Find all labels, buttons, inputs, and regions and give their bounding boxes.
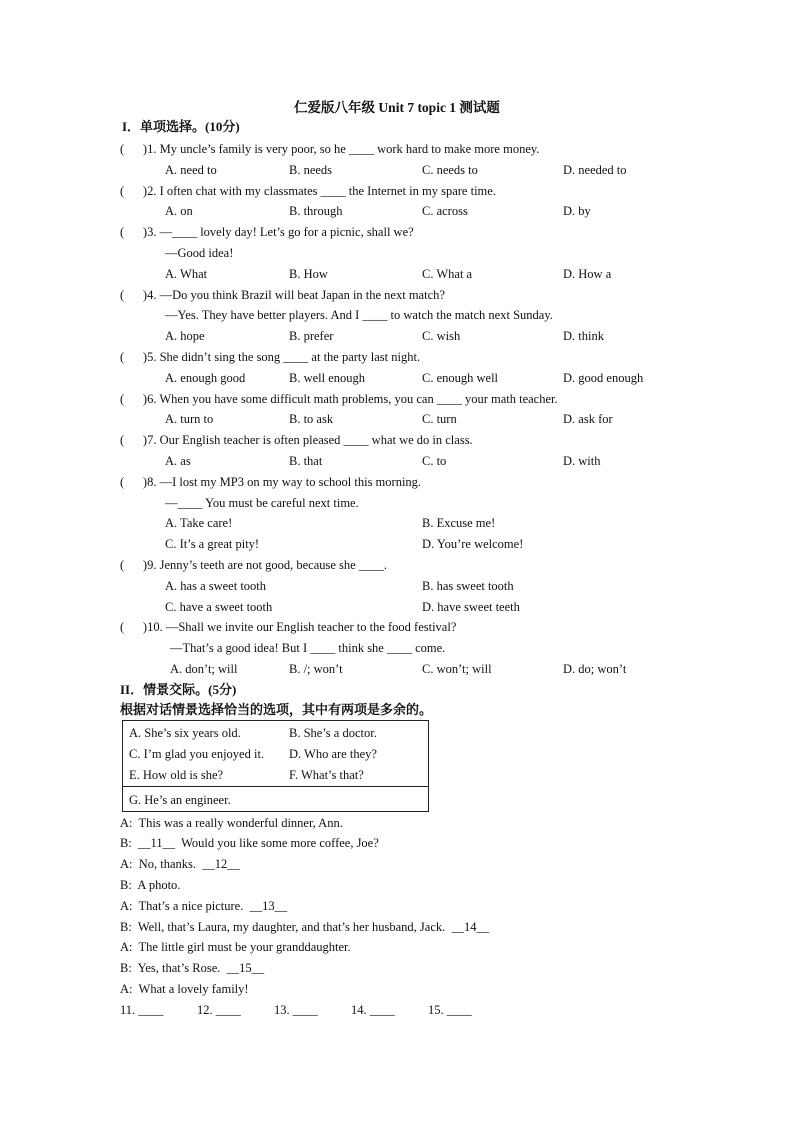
q4-option-d: D. think: [563, 329, 604, 343]
dialogue-line: A: No, thanks. __12__: [120, 857, 240, 871]
question-3-stem: ( )3. —____ lovely day! Let’s go for a picnic, shall we?: [120, 225, 414, 239]
q8-option-a: A. Take care!: [165, 516, 233, 530]
q9-option-c: C. have a sweet tooth: [165, 600, 273, 614]
q10-option-a: A. don’t; will: [170, 662, 238, 676]
q6-option-a: A. turn to: [165, 412, 214, 426]
q5-option-c: C. enough well: [422, 371, 499, 385]
q4-option-a: A. hope: [165, 329, 205, 343]
q1-option-c: C. needs to: [422, 163, 478, 177]
question-8-stem: ( )8. —I lost my MP3 on my way to school this morning.: [120, 475, 422, 489]
question-1-stem: ( )1. My uncle’s family is very poor, so he ____ work hard to make more money.: [120, 142, 540, 156]
dialogue-line: B: Well, that’s Laura, my daughter, and that’s her husband, Jack. __14__: [120, 920, 490, 934]
q9-option-a: A. has a sweet tooth: [165, 579, 267, 593]
choice-b: B. She’s a doctor.: [289, 726, 377, 740]
question-10-line2: —That’s a good idea! But I ____ think she ____ come.: [170, 641, 446, 655]
question-10-stem: ( )10. —Shall we invite our English teacher to the food festival?: [120, 620, 457, 634]
choice-e: E. How old is she?: [129, 768, 224, 782]
q3-option-c: C. What a: [422, 267, 473, 281]
q5-option-a: A. enough good: [165, 371, 246, 385]
dialogue-line: A: What a lovely family!: [120, 982, 249, 996]
section2-instruction: 根据对话情景选择恰当的选项，其中有两项是多余的。: [120, 702, 433, 717]
q3-option-b: B. How: [289, 267, 328, 281]
q7-option-a: A. as: [165, 454, 191, 468]
q7-option-d: D. with: [563, 454, 601, 468]
q10-option-c: C. won’t; will: [422, 662, 492, 676]
q2-option-b: B. through: [289, 204, 343, 218]
q10-option-b: B. /; won’t: [289, 662, 343, 676]
dialogue-line: B: Yes, that’s Rose. __15__: [120, 961, 265, 975]
choice-g: G. He’s an engineer.: [129, 793, 231, 807]
answer-blank-11: 11. ____: [120, 1003, 164, 1017]
q5-option-b: B. well enough: [289, 371, 366, 385]
q2-option-a: A. on: [165, 204, 193, 218]
q7-option-c: C. to: [422, 454, 447, 468]
question-3-line2: —Good idea!: [165, 246, 234, 260]
q1-option-d: D. needed to: [563, 163, 627, 177]
answer-blank-14: 14. ____: [351, 1003, 395, 1017]
q4-option-b: B. prefer: [289, 329, 334, 343]
question-2-stem: ( )2. I often chat with my classmates ____ the Internet in my spare time.: [120, 184, 496, 198]
q1-option-a: A. need to: [165, 163, 217, 177]
dialogue-line: B: A photo.: [120, 878, 181, 892]
exam-title: 仁爱版八年级 Unit 7 topic 1 测试题: [294, 100, 500, 115]
choice-box-divider: [122, 786, 428, 787]
question-9-stem: ( )9. Jenny’s teeth are not good, because she ____.: [120, 558, 387, 572]
question-4-stem: ( )4. —Do you think Brazil will beat Japan in the next match?: [120, 288, 445, 302]
choice-a: A. She’s six years old.: [129, 726, 241, 740]
q9-option-d: D. have sweet teeth: [422, 600, 520, 614]
q7-option-b: B. that: [289, 454, 323, 468]
answer-blank-12: 12. ____: [197, 1003, 241, 1017]
dialogue-line: B: __11__ Would you like some more coffee, Joe?: [120, 836, 379, 850]
section2-heading: II．情景交际。(5分): [120, 682, 237, 697]
q9-option-b: B. has sweet tooth: [422, 579, 514, 593]
q8-option-b: B. Excuse me!: [422, 516, 496, 530]
answer-blank-13: 13. ____: [274, 1003, 318, 1017]
q3-option-d: D. How a: [563, 267, 612, 281]
question-6-stem: ( )6. When you have some difficult math problems, you can ____ your math teacher.: [120, 392, 558, 406]
choice-d: D. Who are they?: [289, 747, 377, 761]
q4-option-c: C. wish: [422, 329, 461, 343]
q6-option-c: C. turn: [422, 412, 457, 426]
q8-option-c: C. It’s a great pity!: [165, 537, 260, 551]
question-7-stem: ( )7. Our English teacher is often pleased ____ what we do in class.: [120, 433, 473, 447]
q3-option-a: A. What: [165, 267, 208, 281]
dialogue-line: A: That’s a nice picture. __13__: [120, 899, 288, 913]
choice-c: C. I’m glad you enjoyed it.: [129, 747, 265, 761]
q10-option-d: D. do; won’t: [563, 662, 627, 676]
choice-f: F. What’s that?: [289, 768, 364, 782]
section1-heading: I．单项选择。(10分): [122, 119, 240, 134]
q8-option-d: D. You’re welcome!: [422, 537, 524, 551]
q2-option-d: D. by: [563, 204, 591, 218]
question-4-line2: —Yes. They have better players. And I ____ to watch the match next Sunday.: [165, 308, 553, 322]
dialogue-line: A: The little girl must be your granddaughter.: [120, 940, 351, 954]
q5-option-d: D. good enough: [563, 371, 644, 385]
q6-option-d: D. ask for: [563, 412, 613, 426]
dialogue-line: A: This was a really wonderful dinner, Ann.: [120, 816, 343, 830]
question-8-line2: —____ You must be careful next time.: [165, 496, 359, 510]
q2-option-c: C. across: [422, 204, 468, 218]
q1-option-b: B. needs: [289, 163, 333, 177]
q6-option-b: B. to ask: [289, 412, 334, 426]
answer-blank-15: 15. ____: [428, 1003, 472, 1017]
question-5-stem: ( )5. She didn’t sing the song ____ at the party last night.: [120, 350, 421, 364]
